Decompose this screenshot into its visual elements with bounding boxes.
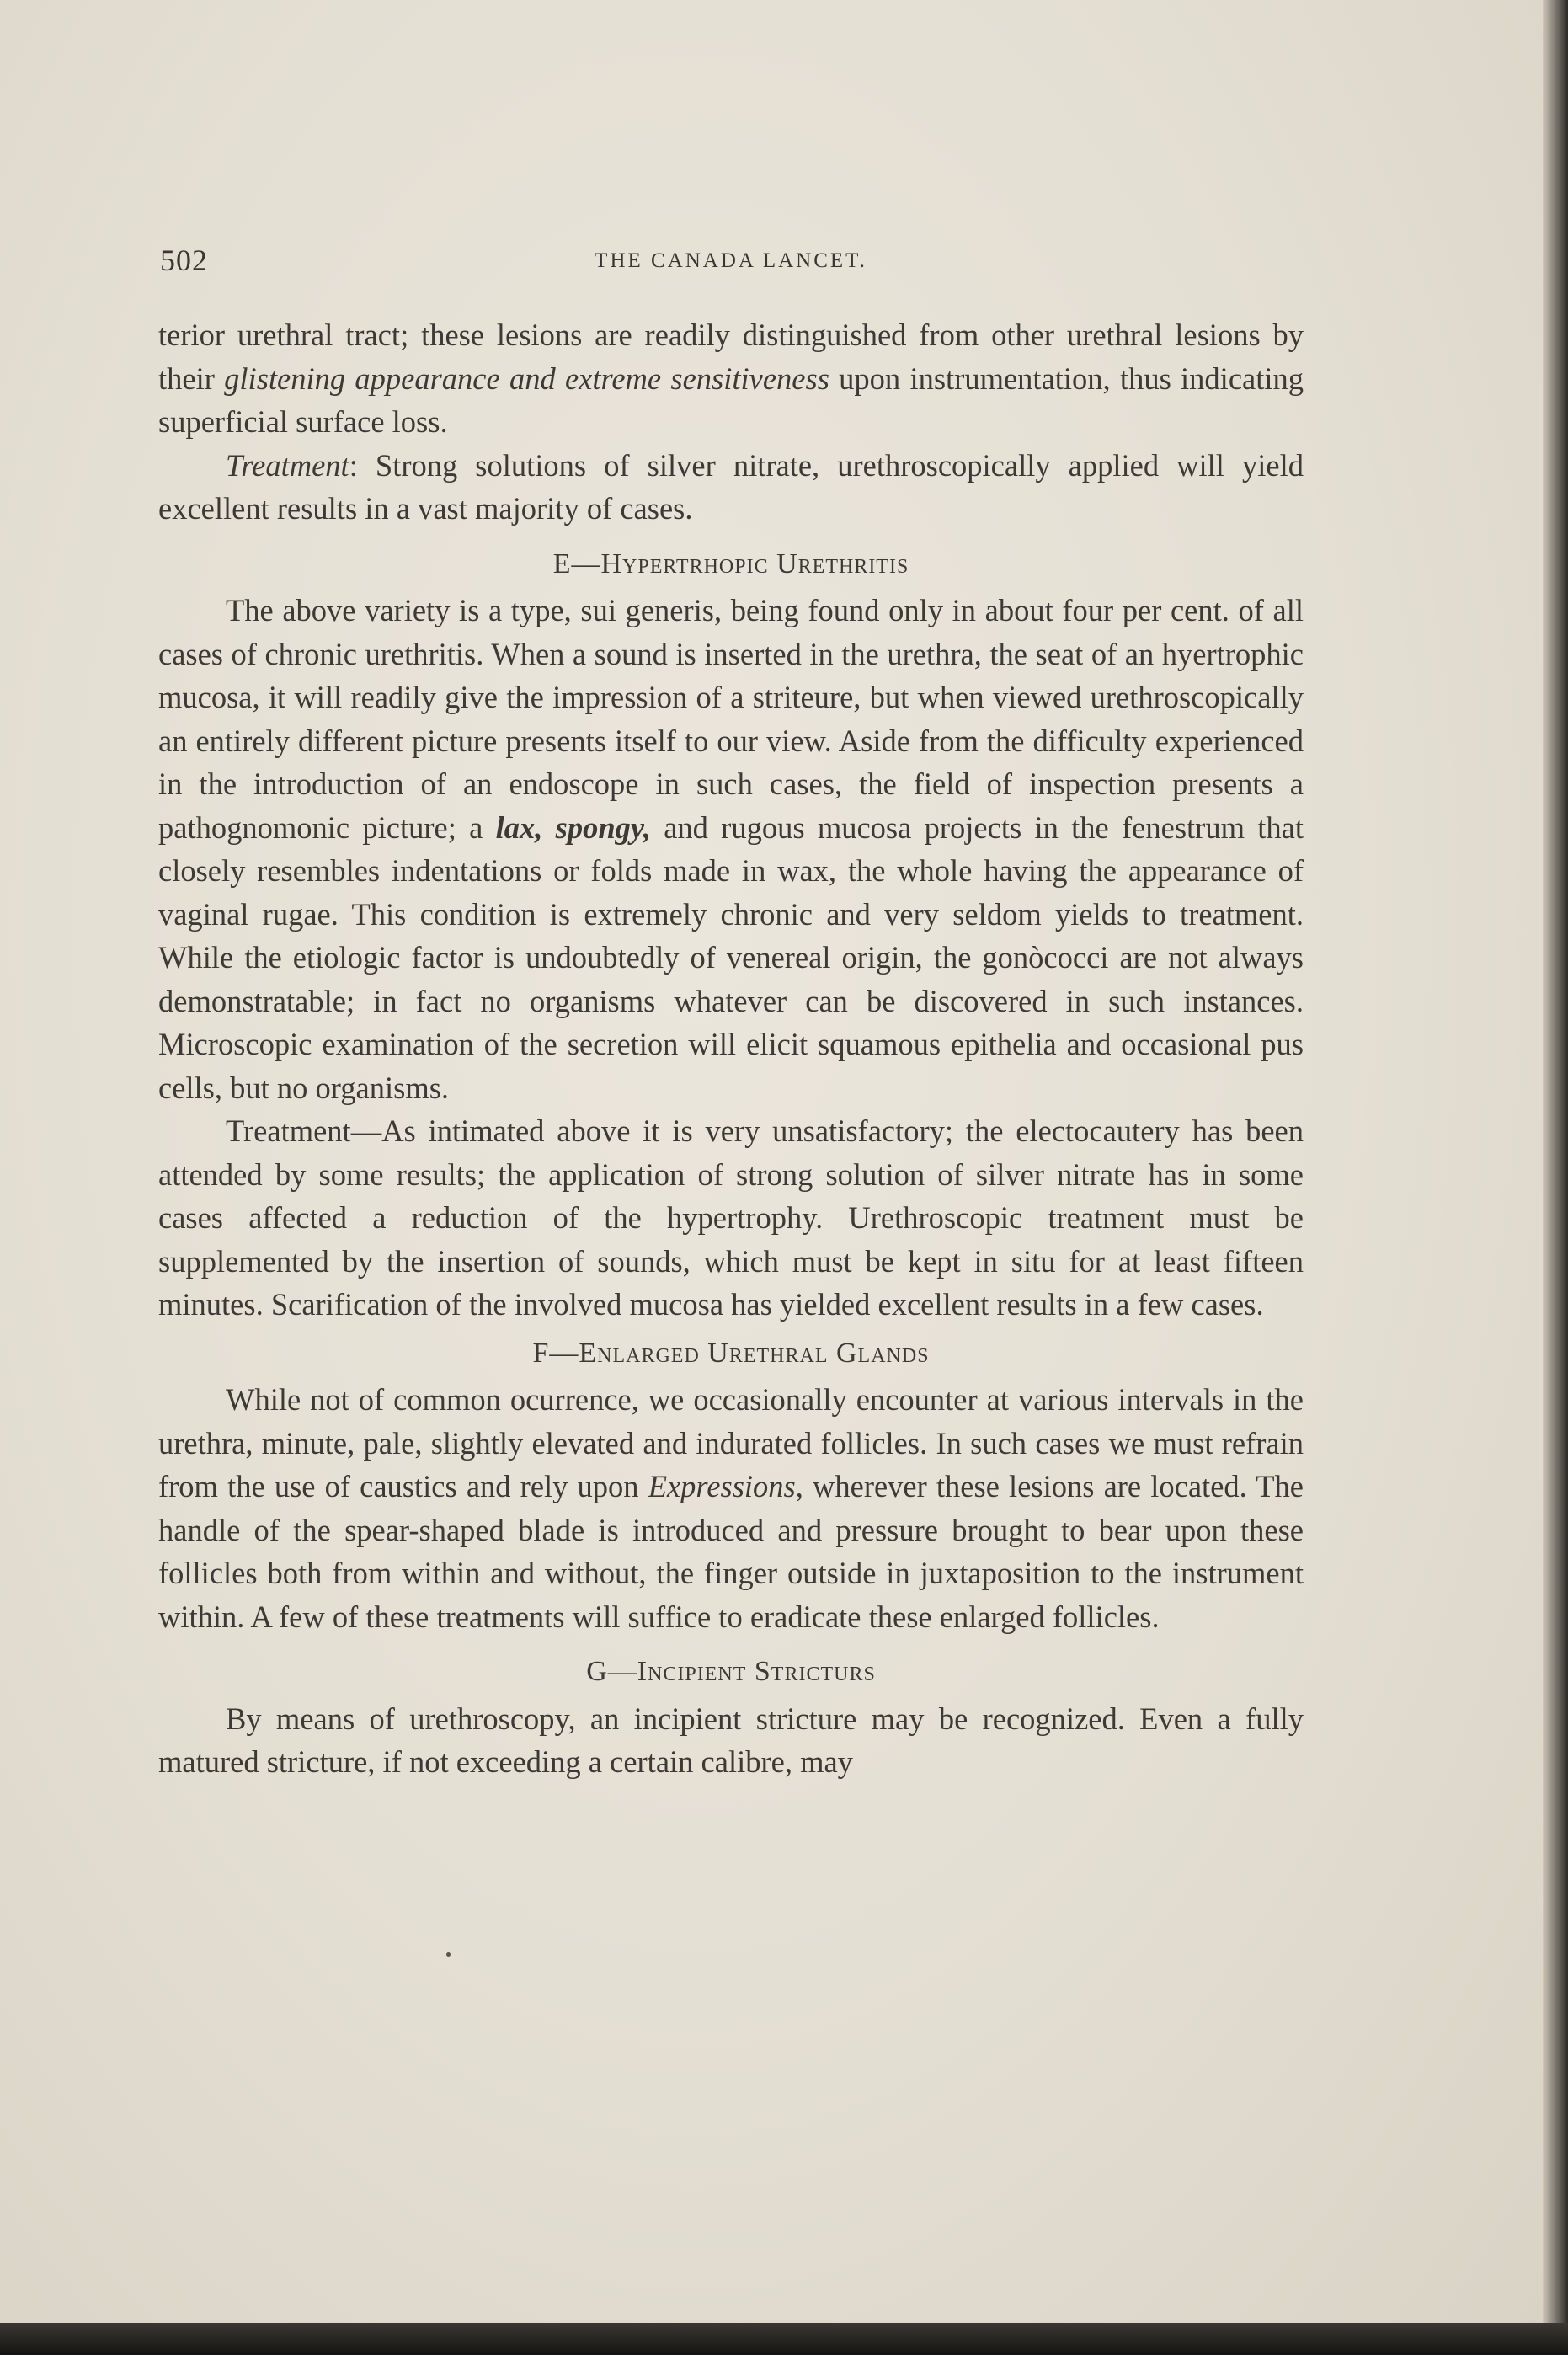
section-heading-e: E—Hypertrhopic Urethritis — [552, 547, 909, 579]
paragraph-treatment-e: Treatment—As intimated above it is very unsatisfactory; the electocautery has been attended by some results; the application of strong solution of silver nitrate has in some cases affected a reduction of the hypertrophy. Urethroscopic treatment must be supplemented by the insertion of sounds, which must be kept in situ for at least fifteen minutes. Scarification of the involved mucosa has yielded excellent results in a few cases. — [158, 1113, 1304, 1322]
emphasis: Treatment — [226, 447, 349, 483]
paragraph-strictures: By means of urethroscopy, an incipient stricture may be recognized. Even a fully matured stricture, if not exceeding a certain calibre, may — [158, 1701, 1304, 1779]
text-run: and rugous mucosa projects in the fenestrum that closely resembles indentations or folds made in wax, the whole having the appearance of vaginal rugae. This condition is extremely chronic and very seldom yields to treatment. While the etiologic factor is undoubtedly of venereal origin, the gonòcocci are not always demonstratable; in fact no organisms whatever can be discovered in such instances. Microscopic examination of the secretion will elicit squamous epithelia and occasional pus cells, but no organisms. — [158, 809, 1304, 1105]
page-header — [160, 243, 1302, 280]
emphasis: lax, spongy, — [495, 809, 651, 845]
print-speck — [446, 1952, 451, 1957]
section-heading-f: F—Enlarged Urethral Glands — [532, 1337, 930, 1369]
text-run: : Strong solutions of silver nitrate, urethroscopically applied will yield excellent results in a vast majority of cases. — [158, 447, 1304, 526]
paragraph-glands — [158, 1378, 1304, 1638]
text-run: upon instrumentation, thus indicating superficial surface loss. — [158, 360, 1304, 439]
text-run: terior urethral tract; these lesions are readily distinguished from other urethral lesions by their — [158, 318, 1304, 396]
page-edge-shadow — [1543, 0, 1568, 2323]
running-head: THE CANADA LANCET. — [595, 249, 867, 272]
text-run: The above variety is a type, sui generis, being found only in about four per cent. of all cases of chronic urethritis. When a sound is inserted in the urethra, the seat of an hyertrophic mucosa, it will readily give the impression of a striteure, but when viewed urethroscopically an entirely different picture presents itself to our view. Aside from the difficulty experienced in the introduction of an endoscope in such cases, the field of inspection presents a pathognomonic picture; a — [158, 593, 1304, 845]
emphasis: Expressions — [648, 1469, 796, 1503]
section-heading-g: G—Incipient Stricturs — [586, 1656, 876, 1687]
text-run: While not of common ocurrence, we occasionally encounter at various intervals in the urethra, minute, pale, slightly elevated and indurated follicles. In such cases we must refrain from the use of caustics and rely upon — [158, 1382, 1304, 1503]
article-body — [158, 313, 1304, 1784]
page-number: 502 — [160, 243, 208, 277]
paragraph-continuation — [158, 313, 1304, 444]
emphasis: glistening appearance and extreme sensitiveness — [224, 360, 829, 396]
bottom-edge-shadow — [0, 2323, 1568, 2355]
paragraph-treatment-d — [158, 444, 1304, 531]
paragraph-hypertrophic — [158, 589, 1304, 1109]
text-run: , wherever these lesions are located. The handle of the spear-shaped blade is introduced and pressure brought to bear upon these follicles both from within and without, the finger outside in juxtaposition to the instrument within. A few of these treatments will suffice to eradicate these enlarged follicles. — [158, 1469, 1304, 1634]
